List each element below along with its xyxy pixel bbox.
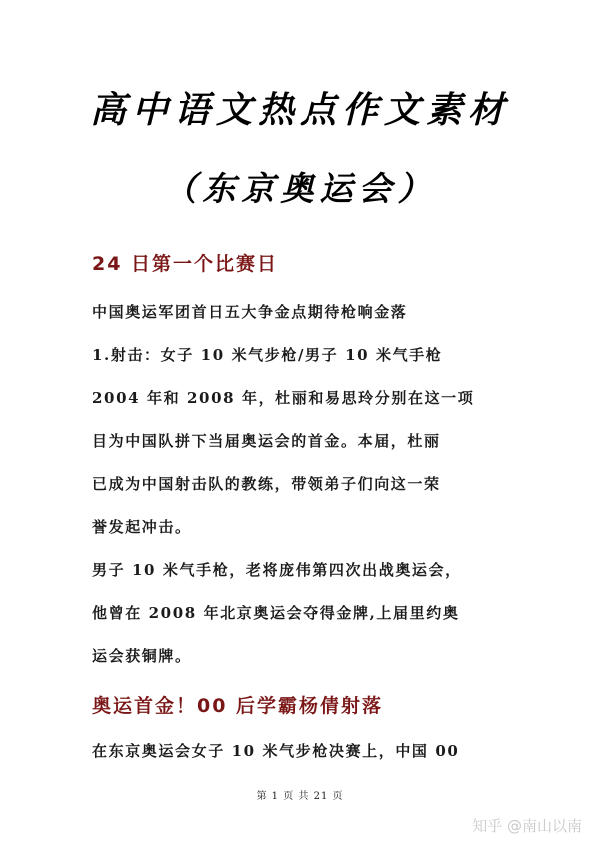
document-subtitle: （东京奥运会） [163,169,437,208]
paragraph-line: 中国奥运军团首日五大争金点期待枪响金落 [92,303,408,321]
paragraph-line: 他曾在 2008 年北京奥运会夺得金牌,上届里约奥 [92,604,460,622]
paragraph-line: 2004 年和 2008 年，杜丽和易思玲分别在这一项 [92,389,475,407]
section-heading-day1: 24 日第一个比赛日 [92,253,279,275]
zhihu-watermark: 知乎 @南山以南 [472,817,582,835]
paragraph-line: 目为中国队拼下当届奥运会的首金。本届，杜丽 [92,432,441,450]
page-footer: 第 1 页 共 21 页 [256,791,344,802]
paragraph-line: 已成为中国射击队的教练，带领弟子们向这一荣 [92,475,441,493]
paragraph-line: 运会获铜牌。 [92,647,192,665]
paragraph-line: 誉发起冲击。 [92,518,192,536]
paragraph-line: 男子 10 米气手枪，老将庞伟第四次出战奥运会， [92,561,462,579]
document-title: 高中语文热点作文素材 [89,90,510,131]
paragraph-line: 在东京奥运会女子 10 米气步枪决赛上，中国 00 [92,742,460,760]
paragraph-line: 1.射击：女子 10 米气步枪/男子 10 米气手枪 [92,346,443,364]
section-heading-first-gold: 奥运首金！00 后学霸杨倩射落 [92,695,384,717]
